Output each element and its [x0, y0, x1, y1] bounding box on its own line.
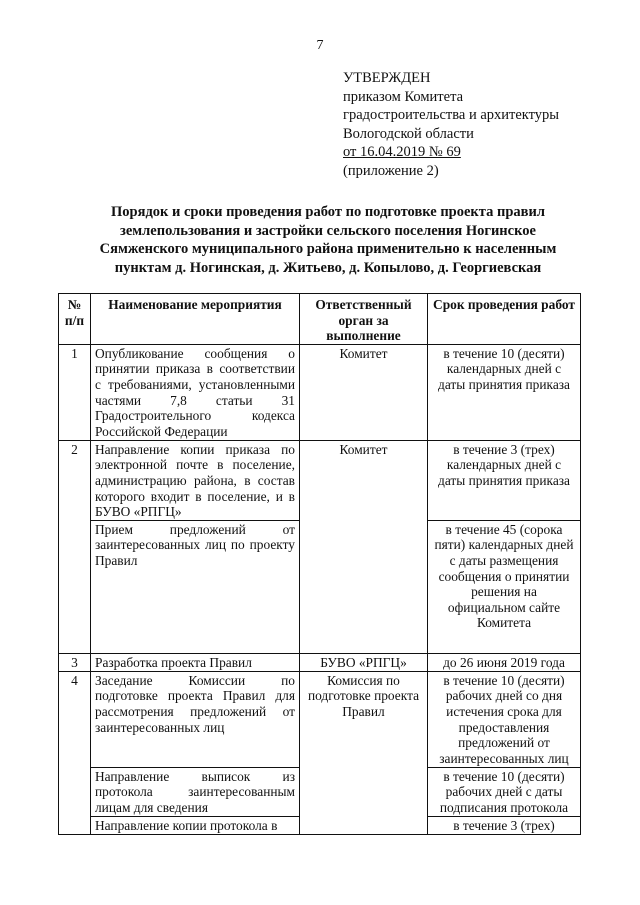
header-term: Срок проведения работ	[428, 294, 581, 345]
row-action: Разработка проекта Правил	[91, 653, 300, 671]
row-term: в течение 3 (трех)	[428, 816, 581, 834]
approval-line: Вологодской области	[343, 125, 474, 142]
row-term: в течение 3 (трех) календарных дней с даты принятия приказа	[428, 440, 581, 520]
title-line: пунктам д. Ногинская, д. Житьево, д. Копылово, д. Георгиевская	[114, 259, 542, 276]
row-term: в течение 10 (десяти) рабочих дней с даты подписания протокола	[428, 767, 581, 816]
row-num: 3	[59, 653, 91, 671]
table-row	[59, 440, 581, 520]
row-num: 4	[59, 671, 91, 834]
row-action: Опубликование сообщения о принятии приказа в соответствии с требованиями, установленными частями 7,8 статьи 31 Градостроительного кодекса Российской Федерации	[91, 344, 300, 440]
row-action: Направление выписок из протокола заинтересованным лицам для сведения	[91, 767, 300, 816]
header-responsible: Ответственный орган за выполнение	[300, 294, 428, 345]
header-num: № п/п	[59, 294, 91, 345]
row-responsible: Комиссия по подготовке проекта Правил	[300, 671, 428, 834]
header-action: Наименование мероприятия	[91, 294, 300, 345]
row-action: Направление копии протокола в	[91, 816, 300, 834]
row-responsible: Комитет	[300, 344, 428, 440]
table-row	[59, 671, 581, 767]
row-term: в течение 45 (сорока пяти) календарных дней с даты размещения сообщения о принятии решения на официальном сайте Комитета	[428, 520, 581, 653]
row-num: 2	[59, 440, 91, 653]
approval-line: УТВЕРЖДЕН	[343, 70, 431, 86]
row-action: Направление копии приказа по электронной почте в поселение, администрацию района, в состав которого входит в поселение, и в БУВО «РПГЦ»	[91, 440, 300, 520]
title-line: Сямженского муниципального района применительно к населенным	[99, 241, 557, 257]
row-responsible: БУВО «РПГЦ»	[300, 653, 428, 671]
table-header-row	[59, 294, 581, 345]
approval-appendix: (приложение 2)	[343, 162, 439, 179]
row-action: Заседание Комиссии по подготовке проекта Правил для рассмотрения предложений от заинтересованных лиц	[91, 671, 300, 767]
schedule-table	[58, 293, 581, 835]
document-title	[60, 203, 596, 277]
row-term: в течение 10 (десяти) рабочих дней со дня истечения срока для предоставления предложений от заинтересованных лиц	[428, 671, 581, 767]
title-line: Порядок и сроки проведения работ по подготовке проекта правил	[111, 204, 545, 220]
row-term: в течение 10 (десяти) календарных дней с даты принятия приказа	[428, 344, 581, 440]
approval-order-date: от 16.04.2019 № 69	[343, 144, 461, 160]
row-num: 1	[59, 344, 91, 440]
approval-stamp	[343, 69, 559, 180]
page-number: 7	[316, 38, 324, 53]
table-row	[59, 653, 581, 671]
table-row	[59, 344, 581, 440]
title-line: землепользования и застройки сельского поселения Ногинское	[120, 222, 536, 239]
row-action: Прием предложений от заинтересованных лиц по проекту Правил	[91, 520, 300, 653]
approval-line: приказом Комитета	[343, 88, 464, 105]
approval-line: градостроительства и архитектуры	[343, 107, 560, 123]
row-responsible: Комитет	[300, 440, 428, 653]
row-term: до 26 июня 2019 года	[428, 653, 581, 671]
